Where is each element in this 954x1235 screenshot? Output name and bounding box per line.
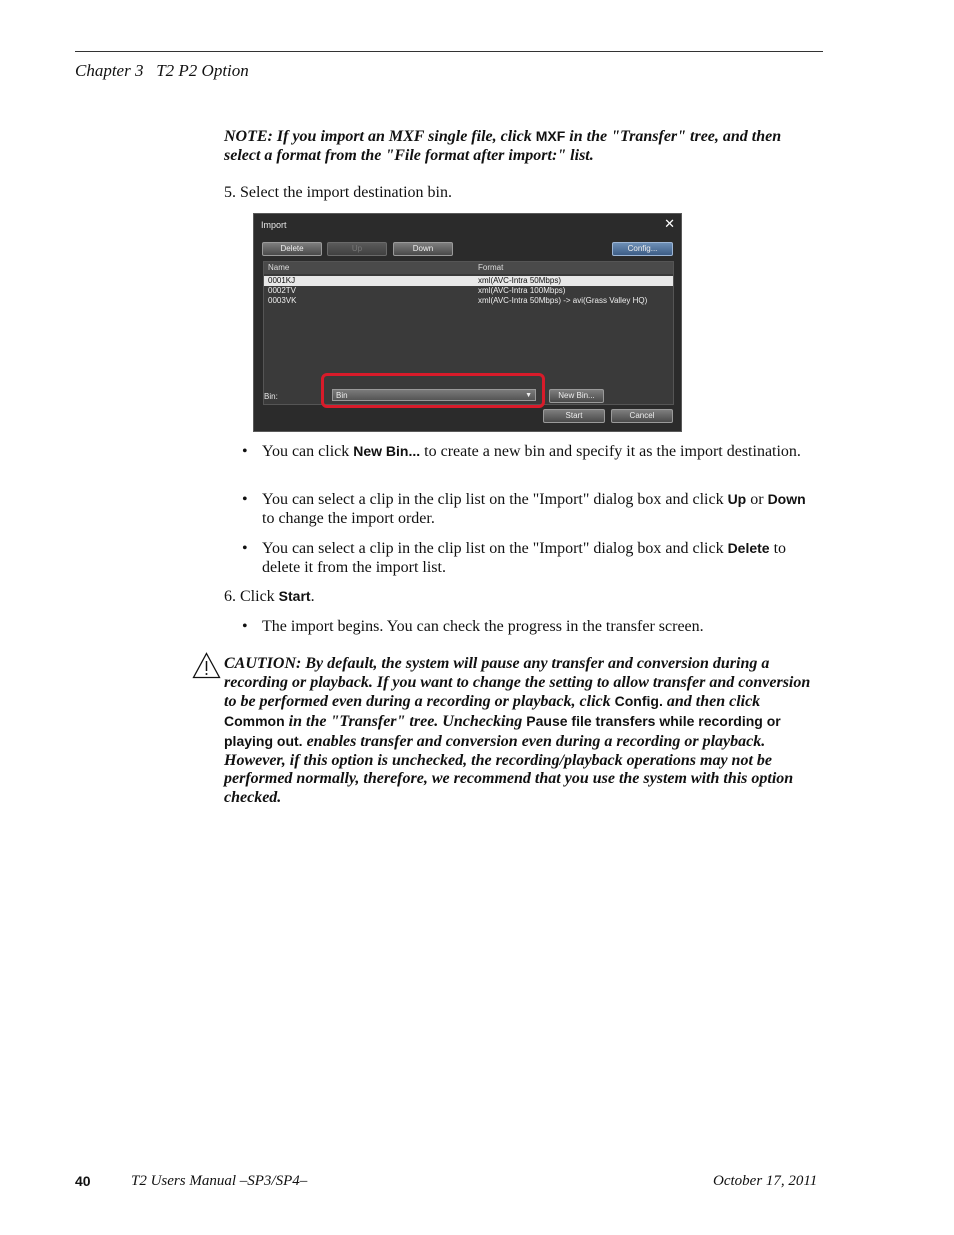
note-text-1: NOTE: If you import an MXF single file, click bbox=[224, 128, 536, 145]
manual-title: T2 Users Manual –SP3/SP4– bbox=[131, 1173, 308, 1189]
down-button[interactable]: Down bbox=[393, 242, 453, 256]
bullet-marker: • bbox=[242, 443, 248, 460]
chapter-header: Chapter 3 T2 P2 Option bbox=[75, 61, 249, 80]
bullet-text: to create a new bin and specify it as the import destination. bbox=[420, 443, 801, 460]
clip-format: xml(AVC-Intra 50Mbps) -> avi(Grass Valley HQ) bbox=[478, 296, 648, 305]
step-6-period: . bbox=[310, 588, 315, 605]
dialog-title: Import bbox=[261, 220, 287, 230]
close-icon[interactable]: ✕ bbox=[664, 216, 675, 231]
delete-term: Delete bbox=[727, 540, 770, 556]
import-dialog bbox=[253, 213, 682, 432]
note-mxf-term: MXF bbox=[535, 128, 566, 144]
publication-date: October 17, 2011 bbox=[713, 1173, 818, 1189]
bullet-delete bbox=[242, 539, 812, 577]
bullet-marker: • bbox=[242, 491, 248, 508]
bullet-marker: • bbox=[242, 540, 248, 557]
bullet-text: or bbox=[746, 491, 768, 508]
start-button[interactable]: Start bbox=[543, 409, 605, 423]
header-rule bbox=[75, 51, 823, 52]
step-6-text: 6. Click bbox=[224, 588, 279, 605]
caution-text: enables transfer and conversion even during a recording or playback. However, if this option is unchecked, the recording/playback operations may not be performed normally, therefore, we recommend that you use the system with this option checked. bbox=[224, 732, 794, 806]
cancel-button[interactable]: Cancel bbox=[611, 409, 673, 423]
bin-label: Bin: bbox=[264, 392, 278, 401]
caution-text: CAUTION: By default, the system will pause any transfer and conversion during a recording or playback. If you want to change the setting to allow transfer and conversion to be performed even during a recording or playback, click bbox=[224, 655, 811, 711]
new-bin-term: New Bin... bbox=[353, 443, 421, 459]
column-format[interactable]: Format bbox=[478, 263, 504, 272]
clip-row[interactable] bbox=[264, 276, 673, 286]
clip-format: xml(AVC-Intra 50Mbps) bbox=[478, 276, 561, 285]
column-name[interactable]: Name bbox=[268, 263, 290, 272]
caution-text: in the "Transfer" tree. Unchecking bbox=[284, 713, 527, 731]
warning-icon bbox=[192, 652, 221, 684]
clip-name: 0002TV bbox=[268, 286, 297, 295]
config-term: Config. bbox=[614, 693, 663, 710]
bullet-up-down bbox=[242, 490, 812, 528]
up-term: Up bbox=[727, 491, 747, 507]
config-button[interactable]: Config... bbox=[612, 242, 673, 256]
page-number: 40 bbox=[75, 1173, 91, 1189]
clip-row[interactable] bbox=[264, 296, 673, 306]
note-text-2: in the "Transfer" tree, and then select a format from the "File format after import:" list. bbox=[224, 128, 782, 164]
bullet-text: to change the import order. bbox=[262, 510, 435, 527]
chevron-down-icon[interactable]: ▼ bbox=[525, 392, 532, 399]
bullet-text: You can select a clip in the clip list on the "Import" dialog box and click bbox=[262, 491, 728, 508]
clip-name: 0001KJ bbox=[268, 276, 296, 285]
common-term: Common bbox=[224, 713, 285, 730]
bullet-new-bin bbox=[242, 442, 812, 461]
new-bin-button[interactable]: New Bin... bbox=[549, 389, 604, 403]
bullet-text: to delete it from the import list. bbox=[262, 540, 787, 576]
clip-format: xml(AVC-Intra 100Mbps) bbox=[478, 286, 566, 295]
down-term: Down bbox=[767, 491, 806, 507]
clip-name: 0003VK bbox=[268, 296, 297, 305]
bullet-text: You can click bbox=[262, 443, 354, 460]
caution-text: and then click bbox=[662, 693, 761, 711]
pause-option-term: Pause file transfers while recording or playing out. bbox=[224, 713, 781, 749]
bullet-text: The import begins. You can check the progress in the transfer screen. bbox=[262, 618, 704, 635]
step-6 bbox=[224, 587, 315, 606]
bullet-import-begins bbox=[242, 617, 812, 636]
caution-paragraph bbox=[224, 655, 812, 808]
bullet-text: You can select a clip in the clip list on the "Import" dialog box and click bbox=[262, 540, 728, 557]
bin-highlight-box bbox=[321, 373, 545, 408]
note-paragraph bbox=[224, 127, 814, 165]
delete-button[interactable]: Delete bbox=[262, 242, 322, 256]
list-header bbox=[264, 262, 673, 274]
start-term: Start bbox=[278, 588, 311, 604]
up-button[interactable]: Up bbox=[327, 242, 387, 256]
bullet-marker: • bbox=[242, 618, 248, 635]
bin-value: Bin bbox=[336, 391, 348, 400]
clip-row[interactable] bbox=[264, 286, 673, 296]
step-5: 5. Select the import destination bin. bbox=[224, 184, 452, 201]
